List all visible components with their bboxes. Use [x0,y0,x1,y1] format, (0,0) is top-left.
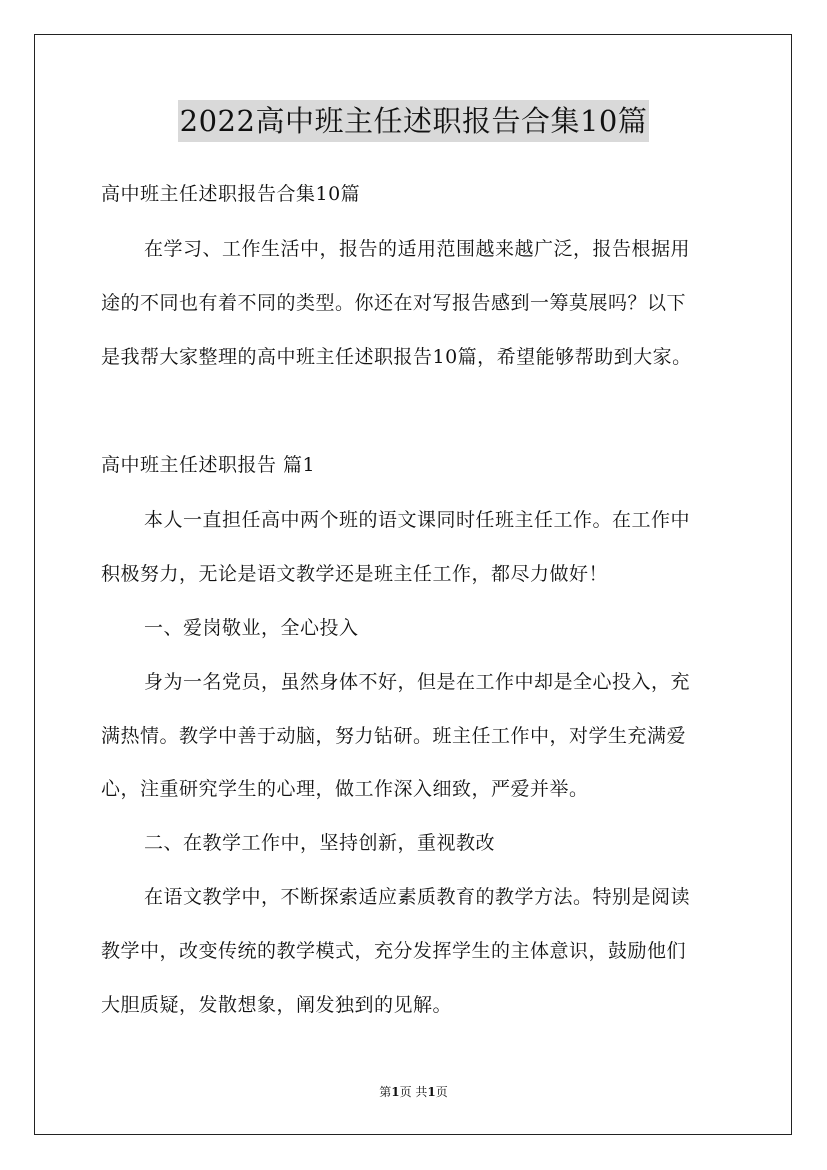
title-wrap [0,100,827,142]
footer-suffix: 页 [435,1085,448,1099]
footer-total-pages: 1 [427,1085,436,1099]
footer-prefix: 第 [379,1085,392,1099]
intro-line-3: 是我帮大家整理的高中班主任述职报告10篇，希望能够帮助到大家。 [101,346,692,368]
para1-line-2: 积极努力，无论是语文教学还是班主任工作，都尽力做好！ [101,563,609,585]
page-footer [0,1084,827,1100]
para1-line-1: 本人一直担任高中两个班的语文课同时任班主任工作。在工作中 [144,509,691,531]
document-subtitle: 高中班主任述职报告合集10篇 [101,183,361,205]
para3-line-1: 在语文教学中，不断探索适应素质教育的教学方法。特别是阅读 [144,886,691,908]
intro-line-1: 在学习、工作生活中，报告的适用范围越来越广泛，报告根据用 [144,238,691,260]
para2-line-3: 心，注重研究学生的心理，做工作深入细致，严爱并举。 [101,778,589,800]
document-title: 2022高中班主任述职报告合集10篇 [178,100,650,142]
para3-line-2: 教学中，改变传统的教学模式，充分发挥学生的主体意识，鼓励他们 [101,940,687,962]
point2-heading: 二、在教学工作中，坚持创新，重视教改 [144,832,496,854]
para2-line-2: 满热情。教学中善于动脑，努力钻研。班主任工作中，对学生充满爱 [101,725,687,747]
para3-line-3: 大胆质疑，发散想象，阐发独到的见解。 [101,994,453,1016]
intro-line-2: 途的不同也有着不同的类型。你还在对写报告感到一筹莫展吗？以下 [101,292,687,314]
footer-mid: 页 共 [399,1085,428,1099]
section-heading: 高中班主任述职报告 篇1 [101,454,316,476]
point1-heading: 一、爱岗敬业，全心投入 [144,617,359,639]
footer-page-number: 1 [391,1085,400,1099]
para2-line-1: 身为一名党员，虽然身体不好，但是在工作中却是全心投入，充 [144,671,691,693]
